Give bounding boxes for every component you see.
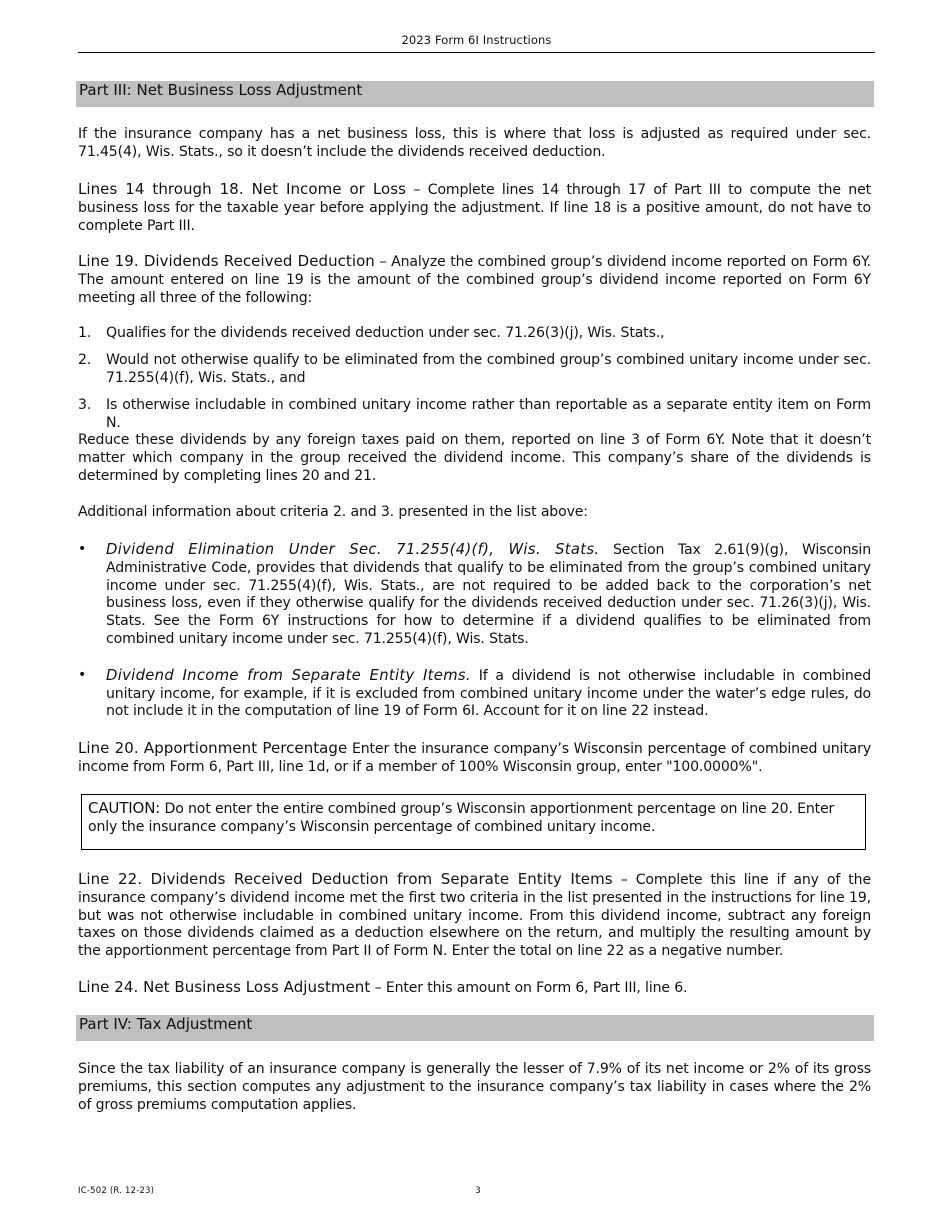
criteria-list — [78, 325, 871, 442]
reduce-dividends-paragraph — [78, 432, 871, 485]
reduce-dividends-text: Reduce these dividends by any foreign taxes paid on them, reported on line 3 of Form 6Y. Note that it doesn’t matter which company in the group received the dividend income. This company’s share of the dividends is determined by completing lines 20 and 21. — [78, 432, 871, 484]
line-19-lead: Line 19. Dividends Received Deduction — [78, 252, 375, 270]
line-24-lead: Line 24. Net Business Loss Adjustment — [78, 978, 371, 996]
list-item-text: Would not otherwise qualify to be eliminated from the combined group’s combined unitary income under sec. 71.255(4)(f), Wis. Stats., and — [106, 352, 871, 386]
list-item — [78, 397, 871, 433]
line-24-text: – Enter this amount on Form 6, Part III, line 6. — [370, 980, 688, 996]
bullet-item-separate-entity — [78, 667, 871, 721]
list-item-number: 1. — [78, 325, 92, 341]
footer-form-id: IC-502 (R. 12-23) — [78, 1186, 155, 1196]
line-20-lead: Line 20. Apportionment Percentage — [78, 739, 348, 757]
part-iv-paragraph — [78, 1061, 871, 1114]
line-22-paragraph — [78, 871, 871, 961]
additional-info-bullets — [78, 541, 871, 721]
section-heading-part-iv: Part IV: Tax Adjustment — [76, 1015, 874, 1041]
line-24-paragraph — [78, 979, 871, 998]
caution-box — [81, 794, 866, 850]
line-22-lead: Line 22. Dividends Received Deduction from Separate Entity Items — [78, 870, 613, 888]
bullet-text: If a dividend is not otherwise includable in combined unitary income, for example, if it is excluded from combined unitary income under the water’s edge rules, do not include it in the computation of line 19 of Form 6I. Account for it on line 22 instead. — [106, 667, 871, 720]
list-item — [78, 325, 871, 343]
line-22-text: – Complete this line if any of the insurance company’s dividend income met the first two criteria in the list presented in the instructions for line 19, but was not otherwise includable in combined unitary income. From this dividend income, subtract any foreign taxes on those dividends claimed as a deduction elsewhere on the return, and multiply the resulting amount by the apportionment percentage from Part II of Form N. Enter the total on line 22 as a negative number. — [78, 872, 871, 960]
lines-14-18-paragraph — [78, 181, 871, 235]
additional-info-text: Additional information about criteria 2. and 3. presented in the list above: — [78, 504, 588, 520]
bullet-title: Dividend Income from Separate Entity Items. — [106, 666, 471, 684]
bullet-marker: • — [78, 666, 87, 683]
list-item-text: Qualifies for the dividends received deduction under sec. 71.26(3)(j), Wis. Stats., — [106, 325, 665, 341]
part-iv-text: Since the tax liability of an insurance company is generally the lesser of 7.9% of its net income or 2% of its gross premiums, this section computes any adjustment to the insurance company’s tax liability in cases where the 2% of gross premiums computation applies. — [78, 1061, 871, 1113]
header-rule — [78, 52, 875, 53]
line-20-paragraph — [78, 740, 871, 777]
section-heading-part-iii: Part III: Net Business Loss Adjustment — [76, 81, 874, 107]
list-item-number: 2. — [78, 352, 92, 369]
list-item-text: Is otherwise includable in combined unitary income rather than reportable as a separate entity item on Form N. — [106, 397, 871, 431]
line-19-text: – Analyze the combined group’s dividend income reported on Form 6Y. The amount entered on line 19 is the amount of the combined group’s dividend income reported on Form 6Y meeting all three of the following: — [78, 254, 871, 306]
part-iii-intro — [78, 126, 871, 162]
bullet-marker: • — [78, 541, 87, 557]
line-20-text: Enter the insurance company’s Wisconsin percentage of combined unitary income from Form 6, Part III, line 1d, or if a member of 100% Wisconsin group, enter "100.0000%". — [78, 741, 872, 775]
lines-14-18-lead: Lines 14 through 18. Net Income or Loss — [78, 180, 406, 198]
bullet-text: Section Tax 2.61(9)(g), Wisconsin Administrative Code, provides that dividends that qualify to be eliminated from the group’s combined unitary income under sec. 71.255(4)(f), Wis. Stats., are not required to be added back to the corporation’s net business loss, even if they otherwise qualify for the dividends received deduction under sec. 71.26(3)(j), Wis. Stats. See the Form 6Y instructions for how to determine if a dividend qualifies to be eliminated from combined unitary income under sec. 71.255(4)(f), Wis. Stats. — [106, 542, 871, 647]
part-iii-intro-text: If the insurance company has a net business loss, this is where that loss is adjusted as required under sec. 71.45(4), Wis. Stats., so it doesn’t include the dividends received deduction. — [78, 126, 871, 160]
bullet-title: Dividend Elimination Under Sec. 71.255(4)(f), Wis. Stats. — [106, 541, 600, 558]
list-item — [78, 352, 871, 388]
bullet-item-dividend-elimination — [78, 541, 871, 649]
footer-page-number: 3 — [475, 1186, 481, 1196]
line-19-paragraph — [78, 253, 871, 307]
caution-text: Do not enter the entire combined group’s Wisconsin apportionment percentage on line 20. Enter only the insurance company’s Wisconsin percentage of combined unitary income. — [88, 801, 835, 835]
caution-label: CAUTION: — [88, 799, 161, 817]
running-header: 2023 Form 6I Instructions — [401, 33, 552, 47]
additional-info-paragraph — [78, 504, 871, 522]
lines-14-18-text: – Complete lines 14 through 17 of Part III to compute the net business loss for the taxable year before applying the adjustment. If line 18 is a positive amount, do not have to complete Part III. — [78, 182, 871, 234]
list-item-number: 3. — [78, 397, 92, 414]
